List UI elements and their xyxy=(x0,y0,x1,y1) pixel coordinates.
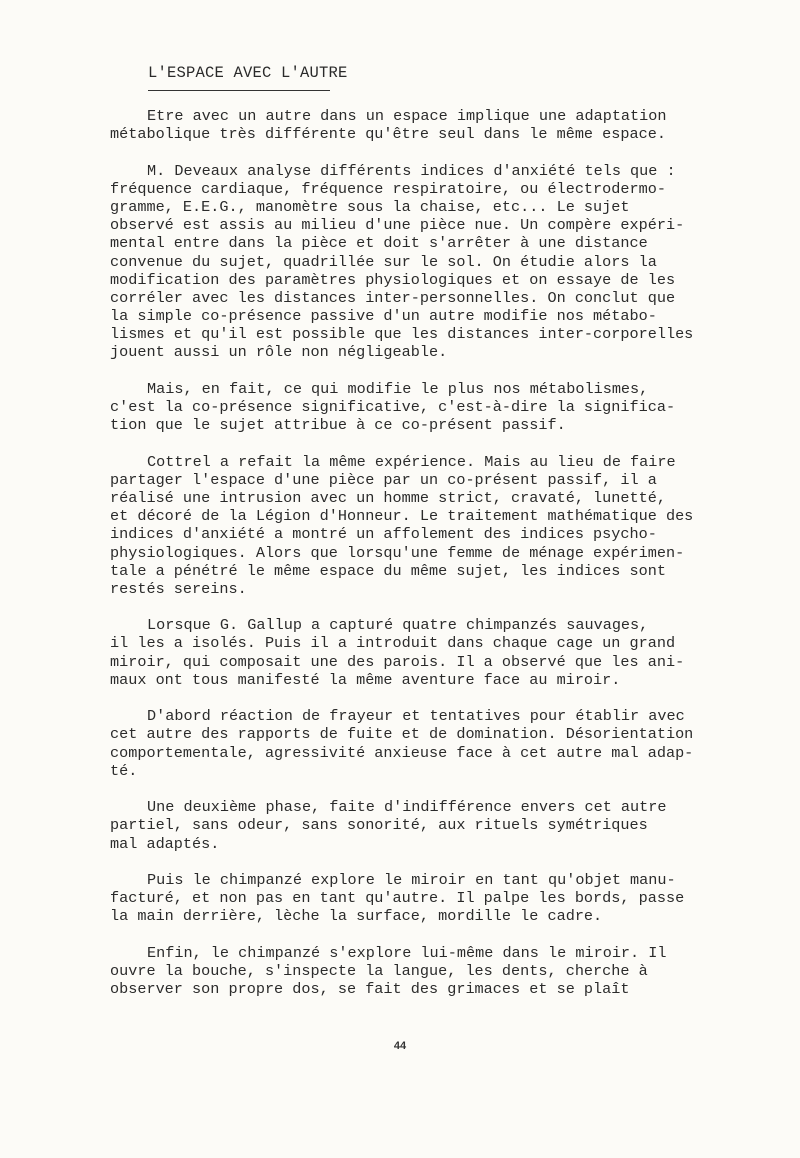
paragraph-line: partiel, sans odeur, sans sonorité, aux rituels symétriques xyxy=(110,816,648,835)
paragraph-line: cet autre des rapports de fuite et de domination. Désorientation xyxy=(110,725,694,744)
paragraph-line: tale a pénétré le même espace du même sujet, les indices sont xyxy=(110,561,666,580)
paragraph-line: tion que le sujet attribue à ce co-présent passif. xyxy=(110,416,566,435)
paragraph-line: il les a isolés. Puis il a introduit dans chaque cage un grand xyxy=(110,634,676,653)
paragraph-line: comportementale, agressivité anxieuse face à cet autre mal adap- xyxy=(110,743,694,762)
paragraph-line: réalisé une intrusion avec un homme strict, cravaté, lunetté, xyxy=(110,488,666,507)
heading-underline xyxy=(148,90,330,91)
paragraph-line: la main derrière, lèche la surface, mordille le cadre. xyxy=(110,907,603,926)
paragraph-line: lismes et qu'il est possible que les distances inter-corporelles xyxy=(110,325,694,344)
paragraph-first-line: D'abord réaction de frayeur et tentatives pour établir avec xyxy=(147,707,685,726)
paragraph xyxy=(110,944,670,999)
paragraph-first-line: M. Deveaux analyse différents indices d'anxiété tels que : xyxy=(147,161,676,180)
paragraph-first-line: Lorsque G. Gallup a capturé quatre chimpanzés sauvages, xyxy=(147,616,649,635)
body-text xyxy=(110,107,694,1016)
paragraph-first-line: Enfin, le chimpanzé s'explore lui-même dans le miroir. Il xyxy=(147,943,667,962)
paragraph xyxy=(110,107,670,143)
paragraph-line: convenue du sujet, quadrillée sur le sol. On étudie alors la xyxy=(110,252,657,271)
paragraph-line: té. xyxy=(110,761,138,780)
paragraph-line: facturé, et non pas en tant qu'autre. Il palpe les bords, passe xyxy=(110,889,685,908)
paragraph-line: indices d'anxiété a montré un affolement des indices psycho- xyxy=(110,525,657,544)
paragraph xyxy=(110,870,685,926)
paragraph-first-line: Etre avec un autre dans un espace implique une adaptation xyxy=(147,107,667,125)
paragraph-first-line: Puis le chimpanzé explore le miroir en tant qu'objet manu- xyxy=(147,870,676,889)
page-number: 44 xyxy=(393,1040,407,1052)
paragraph-line: jouent aussi un rôle non négligeable. xyxy=(110,343,448,362)
paragraph-line: observer son propre dos, se fait des grimaces et se plaît xyxy=(110,980,630,998)
paragraph xyxy=(110,161,694,362)
paragraph-line: restés sereins. xyxy=(110,579,247,598)
paragraph-line: corréler avec les distances inter-personnelles. On conclut que xyxy=(110,288,676,307)
paragraph-line: fréquence cardiaque, fréquence respiratoire, ou électrodermo- xyxy=(110,179,666,198)
paragraph-line: partager l'espace d'une pièce par un co-présent passif, il a xyxy=(110,470,657,489)
paragraph xyxy=(110,707,694,780)
paragraph-line: c'est la co-présence significative, c'est-à-dire la significa- xyxy=(110,398,676,416)
paragraph-line: la simple co-présence passive d'un autre modifie nos métabo- xyxy=(110,307,657,326)
paragraph-line: gramme, E.E.G., manomètre sous la chaise, etc... Le sujet xyxy=(110,197,630,216)
paragraph-first-line: Cottrel a refait la même expérience. Mais au lieu de faire xyxy=(147,452,676,471)
paragraph-line: physiologiques. Alors que lorsqu'une femme de ménage expérimen- xyxy=(110,543,685,562)
section-heading: L'ESPACE AVEC L'AUTRE xyxy=(148,64,348,82)
paragraph-line: modification des paramètres physiologiques et on essaye de les xyxy=(110,270,676,289)
paragraph-line: ouvre la bouche, s'inspecte la langue, les dents, cherche à xyxy=(110,961,648,980)
paragraph-first-line: Une deuxième phase, faite d'indifférence envers cet autre xyxy=(147,798,667,817)
paragraph-line: maux ont tous manifesté la même aventure face au miroir. xyxy=(110,670,621,689)
paragraph xyxy=(110,452,694,599)
paragraph-line: mal adaptés. xyxy=(110,834,220,853)
paragraph xyxy=(110,798,670,853)
paragraph-line: métabolique très différente qu'être seul dans le même espace. xyxy=(110,125,666,144)
paragraph xyxy=(110,379,676,435)
paragraph-line: mental entre dans la pièce et doit s'arrêter à une distance xyxy=(110,234,648,253)
paragraph-line: observé est assis au milieu d'une pièce nue. Un compère expéri- xyxy=(110,216,685,235)
paragraph-line: miroir, qui composait une des parois. Il a observé que les ani- xyxy=(110,652,685,671)
paragraph-first-line: Mais, en fait, ce qui modifie le plus nos métabolismes, xyxy=(147,379,649,398)
paragraph-line: et décoré de la Légion d'Honneur. Le traitement mathématique des xyxy=(110,507,694,526)
paragraph xyxy=(110,616,685,689)
